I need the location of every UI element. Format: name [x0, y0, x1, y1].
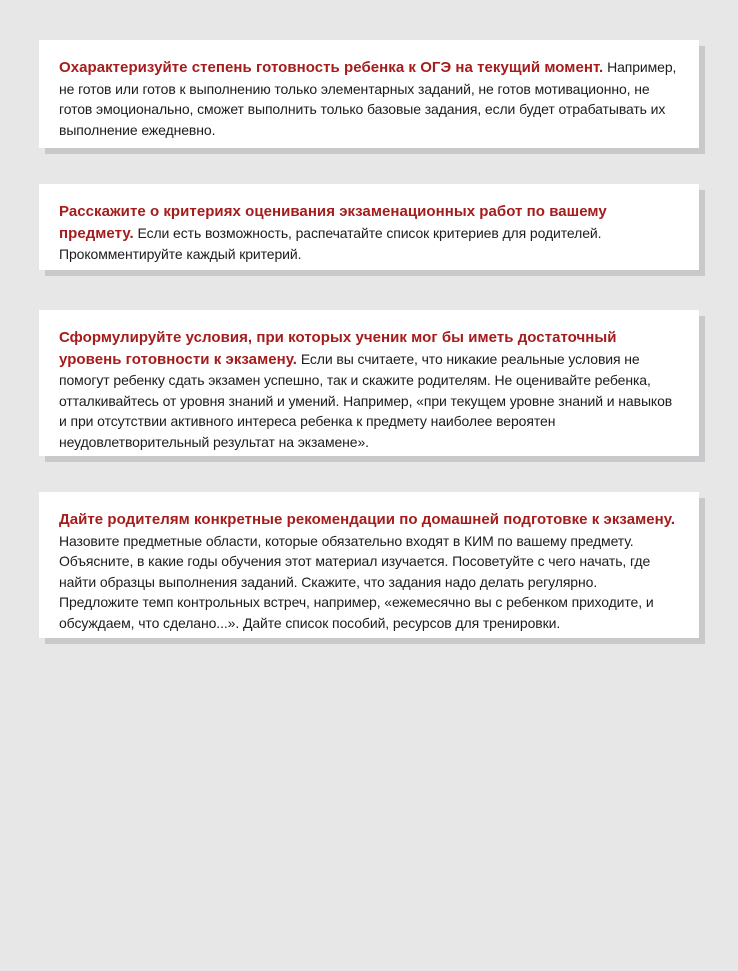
tip-card-criteria	[39, 184, 699, 270]
tip-paragraph	[59, 327, 679, 453]
tip-paragraph	[59, 57, 679, 140]
tip-paragraph	[59, 509, 679, 634]
tip-body: Если есть возможность, распечатайте список критериев для родителей. Прокомментируйте каждый критерий.	[59, 224, 602, 263]
tip-paragraph	[59, 201, 679, 265]
tip-card-conditions	[39, 310, 699, 456]
tip-card-recommendations	[39, 492, 699, 638]
tip-heading: Дайте родителям конкретные рекомендации по домашней подготовке к экзамену.	[59, 511, 676, 528]
tip-heading: Охарактеризуйте степень готовность ребенка к ОГЭ на текущий момент.	[59, 59, 604, 76]
tip-body: Если вы считаете, что никакие реальные условия не помогут ребенку сдать экзамен успешно, так и скажите родителям. Не оценивайте ребенка, отталкивайтесь от уровня знаний и умений. Например, «при текущем уровне знаний и навыков и при отсутствии активного интереса ребенка к предмету наиболее вероятен неудовлетворительный результат на экзамене».	[59, 350, 673, 450]
tip-card-readiness	[39, 40, 699, 148]
tip-heading: Расскажите о критериях оценивания экзаменационных работ по вашему предмету.	[59, 203, 607, 242]
tip-body: Например, не готов или готов к выполнению только элементарных заданий, не готов мотивационно, не готов эмоционально, сможет выполнить только базовые задания, если будет отрабатывать их выполнение ежедневно.	[59, 59, 677, 138]
tip-heading: Сформулируйте условия, при которых ученик мог бы иметь достаточный уровень готовности к экзамену.	[59, 329, 617, 368]
tip-body: Назовите предметные области, которые обязательно входят в КИМ по вашему предмету. Объясните, в какие годы обучения этот материал изучается. Посоветуйте с чего начать, где найти образцы выполнения заданий. Скажите, что задания надо делать регулярно. Предложите темп контрольных встреч, например, «ежемесячно вы с ребенком приходите, и обсуждаем, что сделано...». Дайте список пособий, ресурсов для тренировки.	[59, 532, 654, 631]
